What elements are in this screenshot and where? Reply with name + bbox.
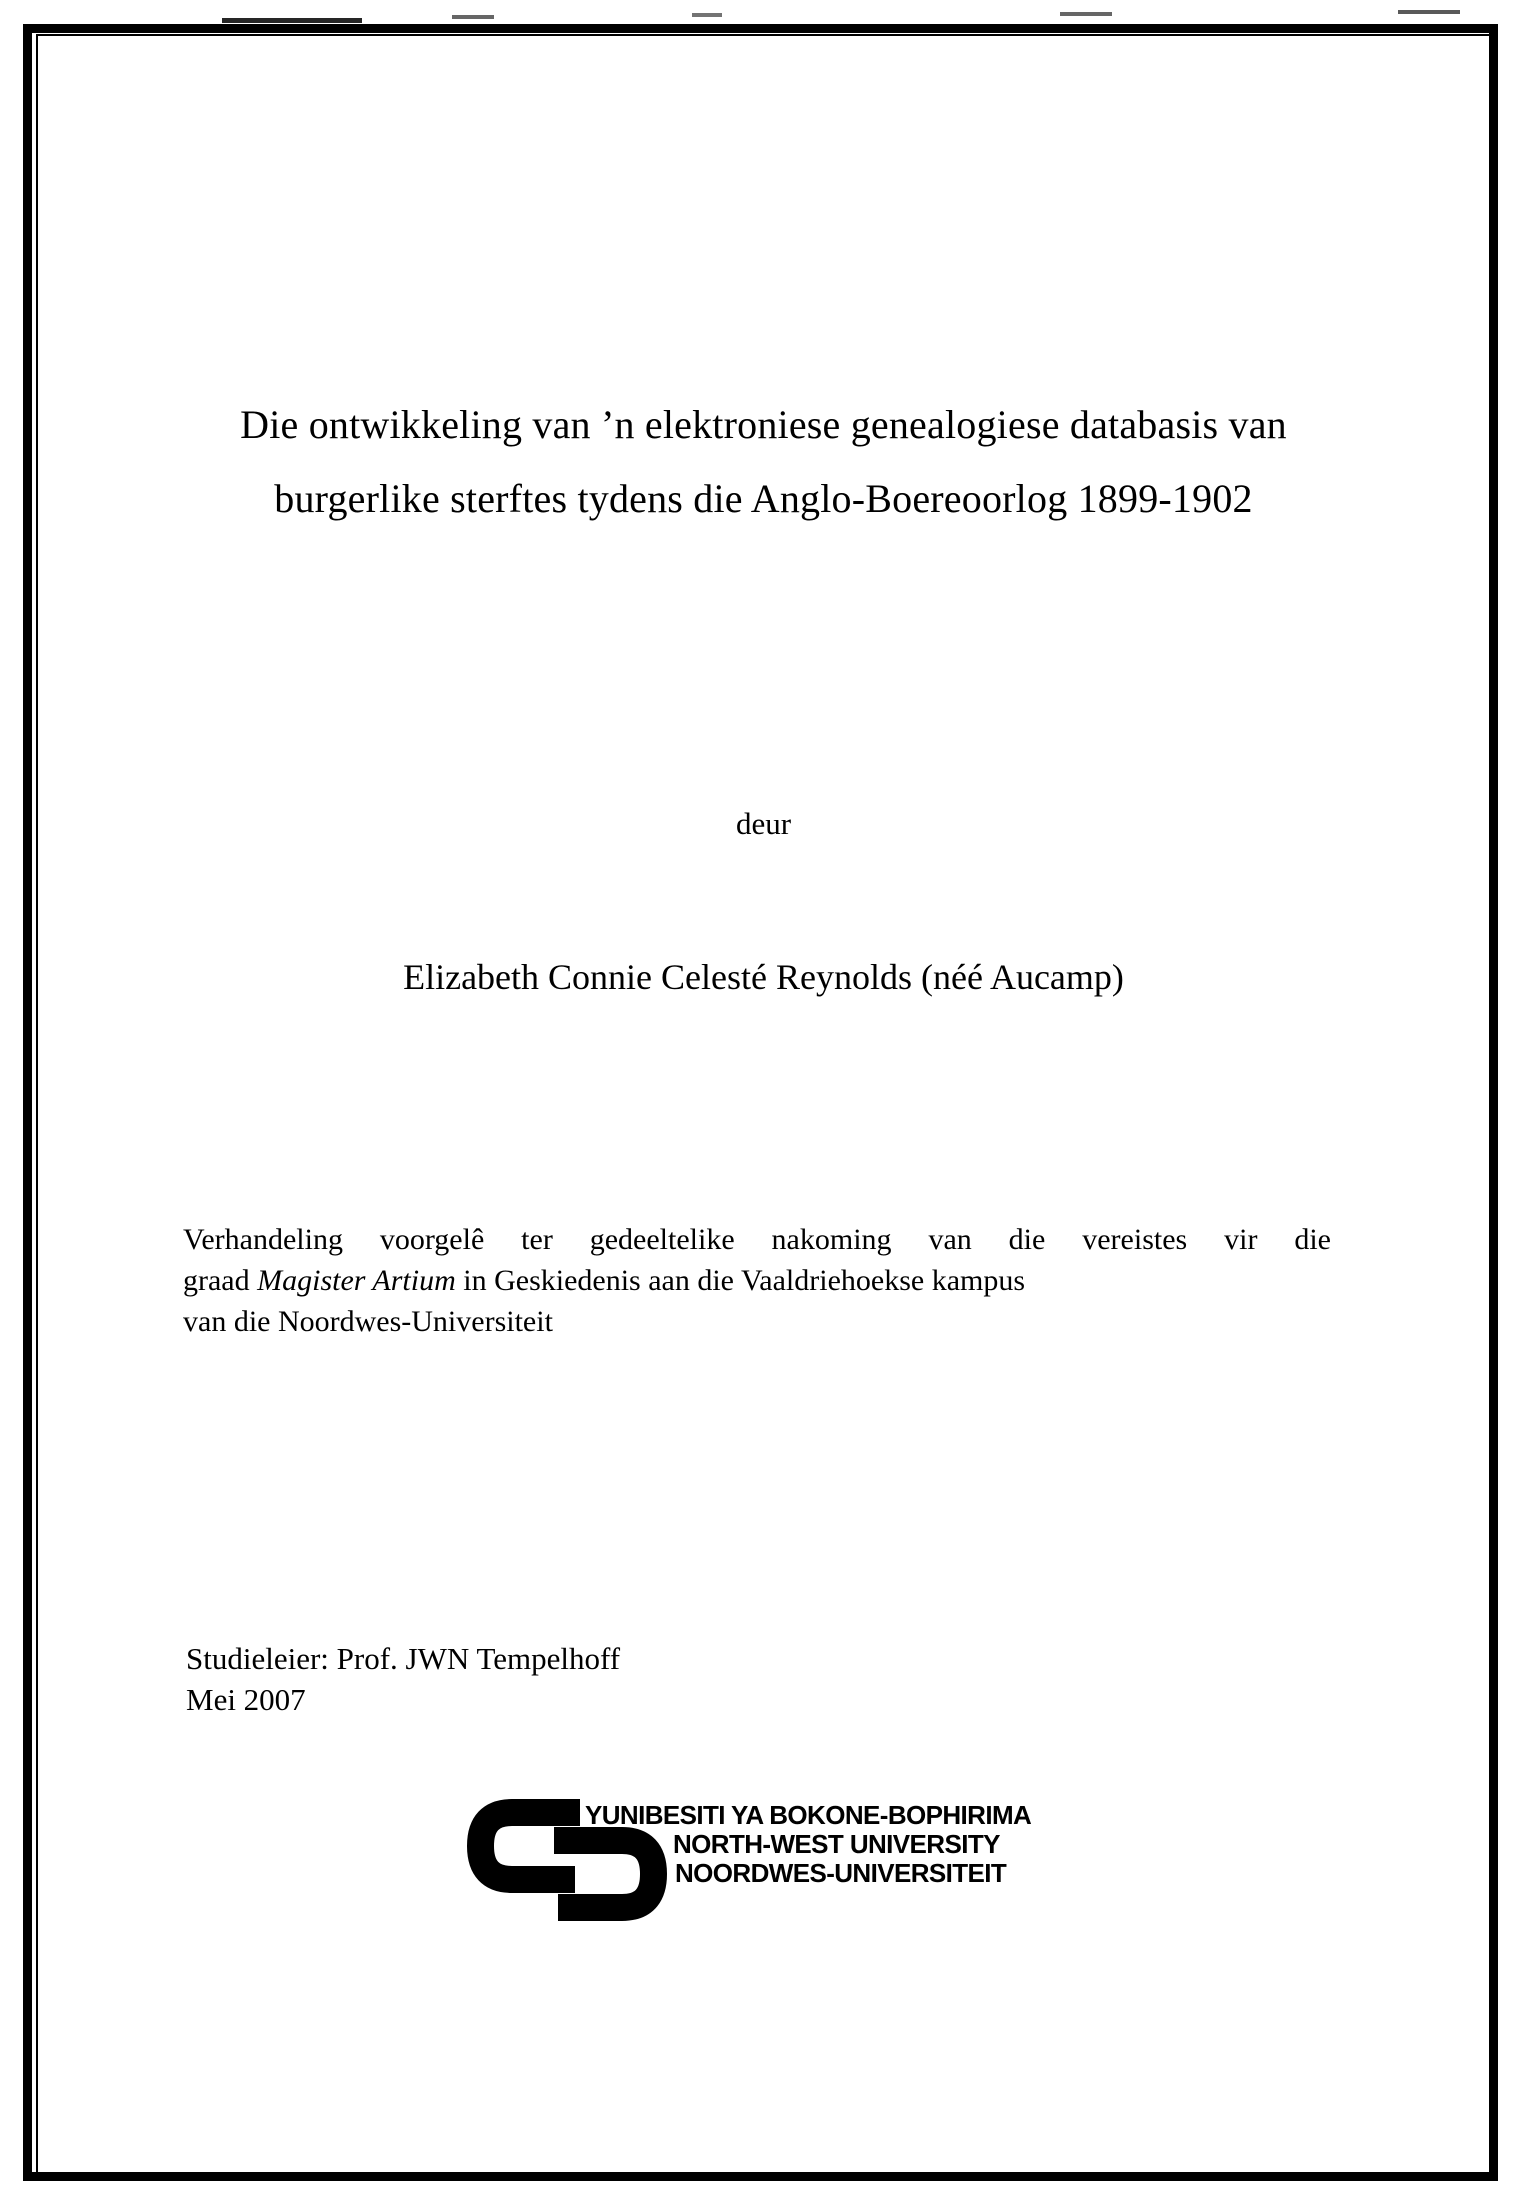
scan-artifact	[1398, 10, 1460, 14]
supervisor-line: Studieleier: Prof. JWN Tempelhoff	[186, 1641, 621, 1676]
logo-text-afrikaans: NOORDWES-UNIVERSITEIT	[675, 1858, 1007, 1888]
scan-artifact	[222, 18, 362, 23]
degree-line2-pre: graad	[183, 1264, 258, 1297]
thesis-title-line2: burgerlike sterftes tydens die Anglo-Boereoorlog 1899-1902	[274, 476, 1253, 521]
degree-title-italic: Magister Artium	[257, 1264, 456, 1297]
degree-line2-post: in Geskiedenis aan die Vaaldriehoekse kampus	[455, 1264, 1026, 1297]
author-name: Elizabeth Connie Celesté Reynolds (néé Aucamp)	[403, 957, 1124, 997]
degree-statement	[183, 1219, 1331, 1342]
supervisor-block	[186, 1638, 620, 1720]
logo-text-setswana: YUNIBESITI YA BOKONE-BOPHIRIMA	[585, 1800, 1032, 1830]
logo-text-english: NORTH-WEST UNIVERSITY	[673, 1829, 1000, 1859]
byline-deur: deur	[735, 806, 792, 841]
university-logo-text	[585, 1801, 1031, 1888]
degree-statement-line3: van die Noordwes-Universiteit	[183, 1305, 553, 1338]
scan-artifact	[1060, 12, 1112, 16]
scan-artifact	[692, 13, 722, 17]
scan-artifact	[452, 15, 494, 19]
thesis-title	[37, 388, 1490, 536]
degree-statement-line2	[183, 1260, 1331, 1301]
thesis-title-line1: Die ontwikkeling van ’n elektroniese genealogiese databasis van	[240, 402, 1287, 447]
degree-statement-line1: Verhandeling voorgelê ter gedeeltelike nakoming van die vereistes vir die	[183, 1223, 1331, 1256]
date-line: Mei 2007	[186, 1682, 306, 1717]
